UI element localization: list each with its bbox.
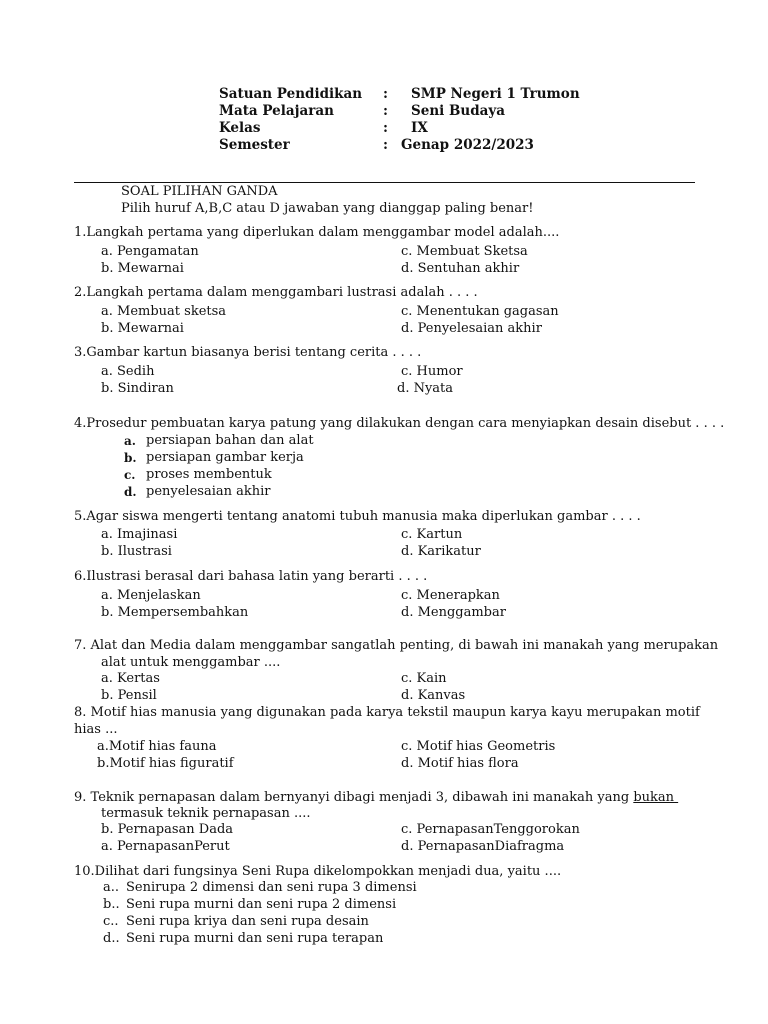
option-b: b.Motif hias figuratif	[97, 756, 234, 771]
option-c: c. Menerapkan	[401, 588, 500, 603]
option-a: a.Motif hias fauna	[97, 739, 217, 754]
question-9-emphasis: bukan	[633, 790, 675, 805]
option-b: b. Sindiran	[101, 381, 174, 396]
option-letter-d: d.	[124, 485, 137, 499]
header-value-class: IX	[411, 120, 428, 136]
header-label-school: Satuan Pendidikan	[219, 86, 363, 102]
option-d: d. Karikatur	[401, 544, 481, 559]
option-d: d. Penyelesaian akhir	[401, 321, 542, 336]
option-a: a. Sedih	[101, 364, 155, 379]
option-c: c. Kartun	[401, 527, 463, 542]
option-b: b. Mempersembahkan	[101, 605, 249, 620]
header-value-subject: Seni Budaya	[411, 103, 505, 119]
option-c: c. PernapasanTenggorokan	[401, 822, 580, 837]
question-1: 1.Langkah pertama yang diperlukan dalam menggambar model adalah....	[74, 225, 560, 240]
option-c: c. Membuat Sketsa	[401, 244, 528, 259]
option-b: a. PernapasanPerut	[101, 839, 230, 854]
option-b: Seni rupa murni dan seni rupa 2 dimensi	[126, 897, 397, 912]
option-a: a. Kertas	[101, 671, 160, 686]
option-a: b. Pernapasan Dada	[101, 822, 234, 837]
underline-trailing-space	[674, 790, 678, 805]
option-letter-c: c.	[124, 468, 136, 482]
option-letter-a: a..	[103, 880, 120, 895]
option-letter-d: d..	[103, 931, 120, 946]
option-a: a. Membuat sketsa	[101, 304, 227, 319]
question-6: 6.Ilustrasi berasal dari bahasa latin yang berarti . . . .	[74, 569, 428, 584]
option-c: c. Motif hias Geometris	[401, 739, 556, 754]
header-colon: :	[383, 86, 388, 102]
question-8-continuation: hias ...	[74, 722, 118, 737]
option-d: d. Nyata	[397, 381, 454, 396]
option-c: c. Menentukan gagasan	[401, 304, 559, 319]
option-d: d. Kanvas	[401, 688, 466, 703]
option-d: d. Menggambar	[401, 605, 506, 620]
question-10: 10.Dilihat dari fungsinya Seni Rupa dikelompokkan menjadi dua, yaitu ....	[74, 864, 562, 879]
question-4: 4.Prosedur pembuatan karya patung yang dilakukan dengan cara menyiapkan desain disebut . . . .	[74, 416, 725, 431]
section-instruction: Pilih huruf A,B,C atau D jawaban yang dianggap paling benar!	[121, 201, 534, 216]
option-c: c. Humor	[401, 364, 463, 379]
header-value-semester: Genap 2022/2023	[401, 137, 534, 153]
header-label-semester: Semester	[219, 137, 290, 153]
option-letter-b: b.	[124, 451, 137, 465]
header-label-class: Kelas	[219, 120, 261, 136]
header-label-subject: Mata Pelajaran	[219, 103, 334, 119]
question-3: 3.Gambar kartun biasanya berisi tentang cerita . . . .	[74, 345, 422, 360]
section-title: SOAL PILIHAN GANDA	[121, 184, 278, 199]
option-letter-a: a.	[124, 434, 136, 448]
question-8: 8. Motif hias manusia yang digunakan pada karya tekstil maupun karya kayu merupakan motif	[74, 705, 700, 720]
option-d: d. Sentuhan akhir	[401, 261, 520, 276]
header-value-school: SMP Negeri 1 Trumon	[411, 86, 580, 102]
option-c: proses membentuk	[146, 467, 272, 482]
question-9-text: 9. Teknik pernapasan dalam bernyanyi dibagi menjadi 3, dibawah ini manakah yang	[74, 790, 630, 805]
option-b: b. Mewarnai	[101, 321, 184, 336]
question-5: 5.Agar siswa mengerti tentang anatomi tubuh manusia maka diperlukan gambar . . . .	[74, 509, 641, 524]
option-d: d. PernapasanDiafragma	[401, 839, 565, 854]
option-a: a. Menjelaskan	[101, 588, 201, 603]
option-letter-b: b..	[103, 897, 120, 912]
question-2: 2.Langkah pertama dalam menggambari lustrasi adalah . . . .	[74, 285, 478, 300]
option-b: b. Ilustrasi	[101, 544, 172, 559]
option-b: persiapan gambar kerja	[146, 450, 304, 465]
header-colon: :	[383, 120, 388, 136]
option-a: persiapan bahan dan alat	[146, 433, 314, 448]
option-letter-c: c..	[103, 914, 119, 929]
option-c: c. Kain	[401, 671, 447, 686]
question-9	[74, 790, 678, 805]
option-b: b. Mewarnai	[101, 261, 184, 276]
question-7-continuation: alat untuk menggambar ....	[101, 655, 281, 670]
option-d: Seni rupa murni dan seni rupa terapan	[126, 931, 384, 946]
option-d: penyelesaian akhir	[146, 484, 271, 499]
question-7: 7. Alat dan Media dalam menggambar sangatlah penting, di bawah ini manakah yang merupakan	[74, 638, 719, 653]
option-d: d. Motif hias flora	[401, 756, 519, 771]
header-colon: :	[383, 103, 388, 119]
header-colon: :	[383, 137, 388, 153]
option-a: a. Imajinasi	[101, 527, 178, 542]
option-a: Senirupa 2 dimensi dan seni rupa 3 dimensi	[126, 880, 417, 895]
option-c: Seni rupa kriya dan seni rupa desain	[126, 914, 369, 929]
option-b: b. Pensil	[101, 688, 157, 703]
option-a: a. Pengamatan	[101, 244, 199, 259]
question-9-continuation: termasuk teknik pernapasan ....	[101, 806, 311, 821]
header-divider	[74, 182, 695, 183]
